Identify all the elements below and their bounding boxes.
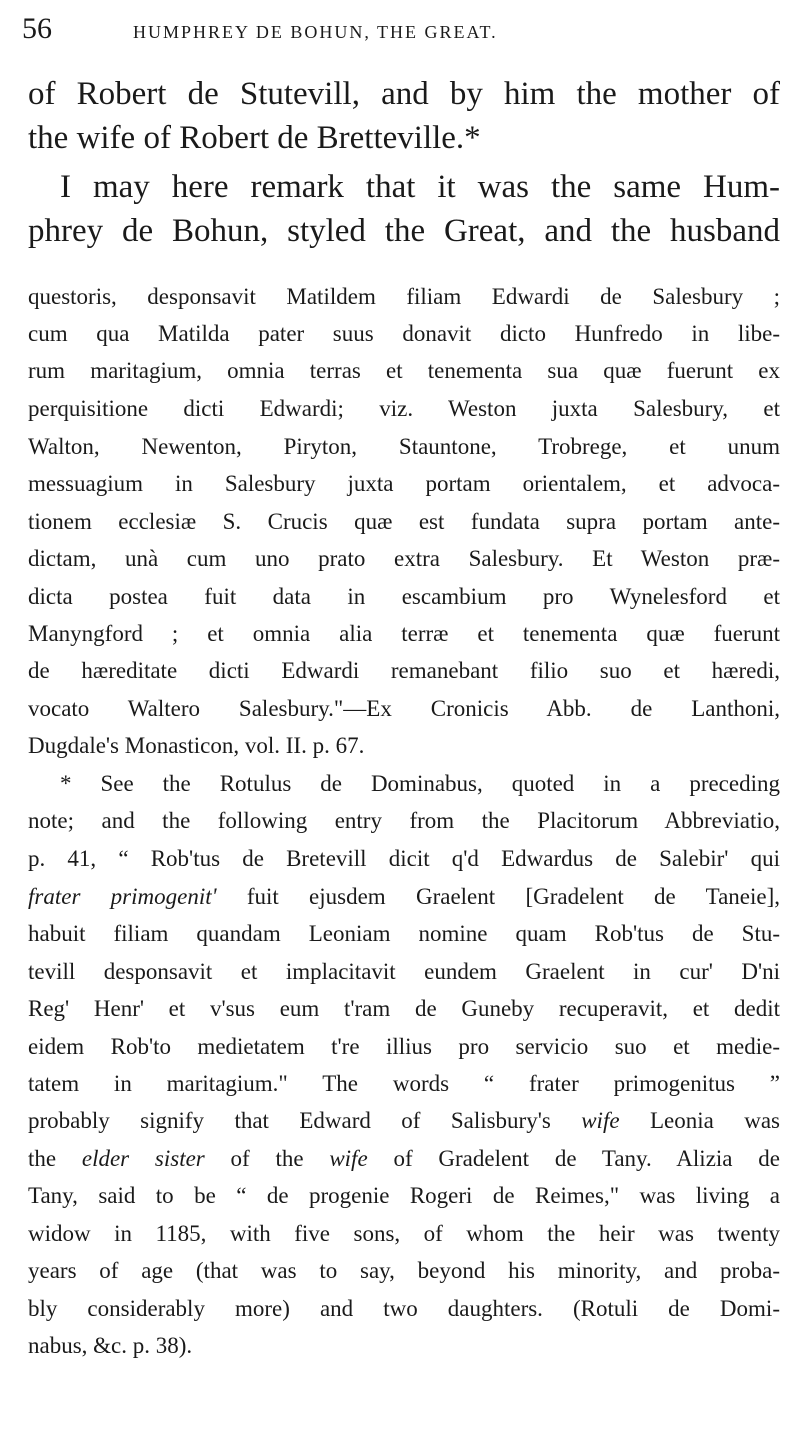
footnote-line: bly considerably more) and two daughters. (Rotuli de Domi- [28,1296,780,1321]
footnote-line: messuagium in Salesbury juxta portam orientalem, et advoca- [28,471,780,496]
footnote-line: vocato Waltero Salesbury."—Ex Cronicis Abb. de Lanthoni, [28,696,780,721]
footnote-line [28,1146,780,1172]
footnote-line: Reg' Henr' et v'sus eum t'ram de Guneby recuperavit, et dedit [28,996,780,1021]
footnote-line: habuit filiam quandam Leoniam nomine quam Rob'tus de Stu- [28,921,780,946]
footnote-line [28,1108,780,1134]
footnote-line: perquisitione dicti Edwardi; viz. Weston juxta Salesbury, et [28,396,780,421]
footnote-line: * See the Rotulus de Dominabus, quoted in a preceding [60,771,780,796]
footnote-line: Dugdale's Monasticon, vol. II. p. 67. [28,733,365,758]
footnote-line [28,884,780,910]
running-title: HUMPHREY DE BOHUN, THE GREAT. [133,22,498,42]
italic-phrase: wife [329,1146,368,1171]
italic-phrase: wife [581,1108,620,1133]
footnote-line: dicta postea fuit data in escambium pro Wynelesford et [28,584,780,609]
main-text-line: the wife of Robert de Bretteville.* [28,120,481,156]
footnote-line: tatem in maritagium." The words “ frater primogenitus ” [28,1071,780,1096]
footnote-line: nabus, &c. p. 38). [28,1333,193,1358]
page-number: 56 [22,12,52,45]
footnote-line: widow in 1185, with five sons, of whom the heir was twenty [28,1221,780,1246]
footnote-line: cum qua Matilda pater suus donavit dicto Hunfredo in libe- [28,321,780,346]
text-run: of Gradelent de Tany. Alizia de [367,1146,780,1171]
footnote-line: tionem ecclesiæ S. Crucis quæ est fundata supra portam ante- [28,509,780,534]
footnote-line: de hæreditate dicti Edwardi remanebant filio suo et hæredi, [28,658,780,683]
text-run: of the [204,1146,330,1171]
footnote-line: Tany, said to be “ de progenie Rogeri de Reimes," was living a [28,1183,780,1208]
italic-phrase: elder sister [81,1146,205,1171]
footnote-line: years of age (that was to say, beyond his minority, and proba- [28,1258,780,1283]
footnote-line: tevill desponsavit et implacitavit eundem Graelent in cur' D'ni [28,959,780,984]
footnote-line: Manyngford ; et omnia alia terræ et tenementa quæ fuerunt [28,621,780,646]
main-text-line: phrey de Bohun, styled the Great, and the husband [28,213,780,249]
footnote-line: Walton, Newenton, Piryton, Stauntone, Trobrege, et unum [28,434,780,459]
footnote-line: eidem Rob'to medietatem t're illius pro servicio suo et medie- [28,1034,780,1059]
text-run: fuit ejusdem Graelent [Gradelent de Taneie], [216,884,781,909]
main-text-line: of Robert de Stutevill, and by him the mother of [28,76,780,112]
footnote-line: note; and the following entry from the Placitorum Abbreviatio, [28,808,780,833]
main-text-line: I may here remark that it was the same Hum- [60,169,780,205]
footnote-line: rum maritagium, omnia terras et tenementa sua quæ fuerunt ex [28,358,780,383]
footnote-line: p. 41, “ Rob'tus de Bretevill dicit q'd Edwardus de Salebir' qui [28,846,780,871]
italic-phrase: frater primogenit' [28,884,217,909]
text-run: the [28,1146,82,1171]
footnote-line: questoris, desponsavit Matildem filiam Edwardi de Salesbury ; [28,284,780,309]
text-run: probably signify that Edward of Salisbury's [28,1108,582,1133]
footnote-line: dictam, unà cum uno prato extra Salesbury. Et Weston præ- [28,546,780,571]
text-run: Leonia was [619,1108,780,1133]
